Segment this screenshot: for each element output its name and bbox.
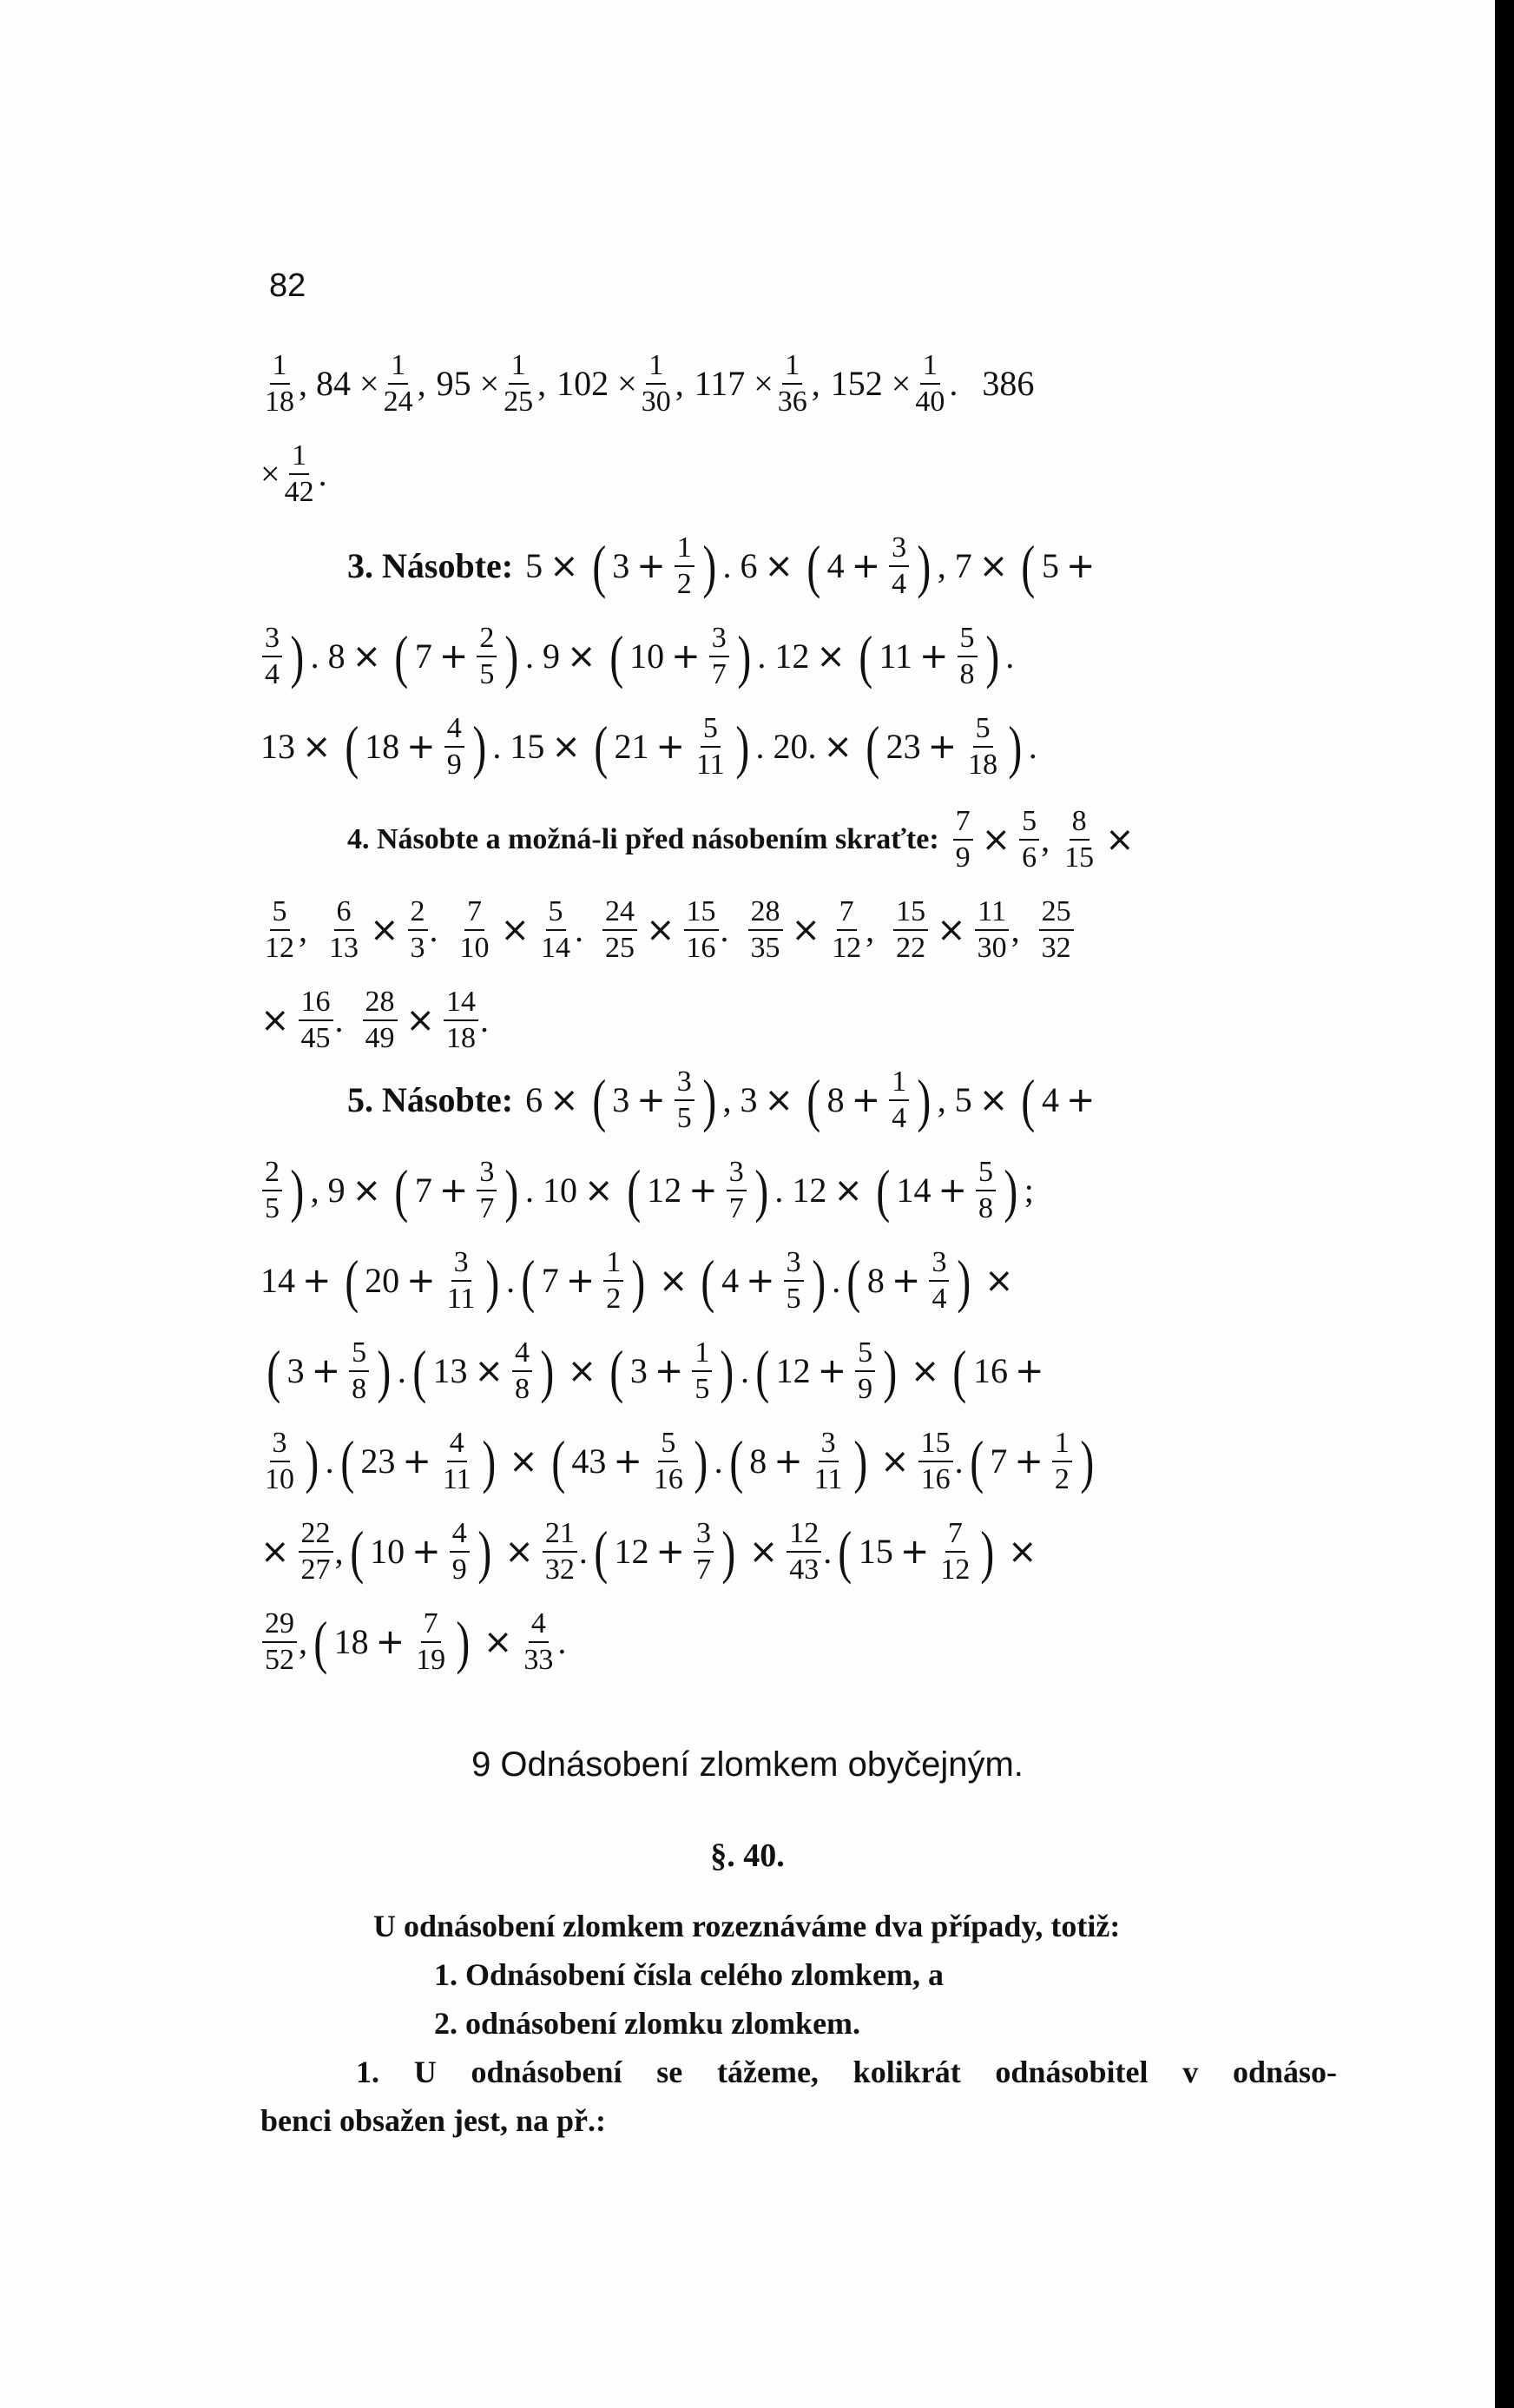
page-number: 82	[269, 267, 306, 304]
exercise-label: 5. Násobte:	[347, 1080, 514, 1119]
exercise-label: 3. Násobte:	[347, 546, 514, 585]
exercise-label: 4. Násobte a možná-li před násobením skraťte:	[347, 823, 939, 855]
intro-line: U odnásobení zlomkem rozeznáváme dva případy, totiž:	[373, 1909, 1121, 1943]
exercise-line: × $\frac{1}{42}$ .	[260, 439, 327, 508]
fraction: $\frac{1}{40}$	[915, 349, 945, 418]
fraction: $\frac{1}{42}$	[284, 439, 314, 508]
fraction: $\frac{1}{30}$	[641, 349, 671, 418]
exercise-3: 3. Násobte: 5 × ( 3 + $\frac{1}{2}$ ) . 6 × ( 4 + $\frac{3}{4}$ ) , 7 × ( 5 + $\frac{3}{4}$ ) . 8 × ( 7 + $\frac{2}{5}$ ) . 9 × ( 10 + $\frac{3}{7}$ ) . 12 × ( 11 + $\frac{5}{8}$ ) . 13 × ( 18 + $\frac{4}{9}$ ) . 15 × ( 21 + $\frac{5}{11}$ ) . 20. × ( 23 + $\frac{5}{18}$ ) .	[260, 531, 1096, 781]
point-1-continuation: benci obsažen jest, na př.:	[260, 2103, 606, 2138]
paragraph-mark: §. 40.	[710, 1837, 785, 1874]
point-1-line: 1. U odnásobení se tážeme, kolikrát odnásobitel v odnáso-	[356, 2055, 1337, 2089]
case-2-line: 2. odnásobení zlomku zlomkem.	[434, 2006, 861, 2041]
fraction: $\frac{1}{25}$	[504, 349, 534, 418]
fraction: $\frac{1}{24}$	[383, 349, 413, 418]
fraction: $\frac{1}{36}$	[777, 349, 807, 418]
exercise-5: 5. Násobte: 6 × ( 3 + $\frac{3}{5}$ ) , 3 × ( 8 + $\frac{1}{4}$ ) , 5 × ( 4 + $\frac{2}{5}$ ) , 9 × ( 7 + $\frac{3}{7}$ ) . 10 × ( 12 + $\frac{3}{7}$ ) . 12 × ( 14 + $\frac{5}{8}$ ) ; 14 + ( 20 + $\frac{3}{11}$ ) . ( 7 + $\frac{1}{2}$ ) × ( 4 + $\frac{3}{5}$ ) . ( 8 + $\frac{3}{4}$ ) × ( 3 + $\frac{5}{8}$ ) . ( 13 × $\frac{4}{8}$ ) × ( 3 + $\frac{1}{5}$ ) . ( 12 + $\frac{5}{9}$ ) × ( 16 + $\frac{3}{10}$ ) . ( 23 + $\frac{4}{11}$ ) × ( 43 + $\frac{5}{16}$ ) . ( 8 + $\frac{3}{11}$ ) × $\frac{15}{16}$ . ( 7 + $\frac{1}{2}$ ) × $\frac{22}{27}$ , ( 10 + $\frac{4}{9}$ ) × $\frac{21}{32}$ . ( 12 + $\frac{3}{7}$ ) × $\frac{12}{43}$ . ( 15 + $\frac{7}{12}$ ) × $\frac{29}{52}$ , ( 18 + $\frac{7}{19}$ ) × $\frac{4}{33}$ .	[260, 1065, 1096, 1676]
body-text	[260, 1902, 1337, 2145]
case-1-line: 1. Odnásobení čísla celého zlomkem, a	[434, 1957, 944, 1992]
exercise-2-tail	[260, 339, 1337, 519]
exercise-line: $\frac{1}{18}$ , 84 × $\frac{1}{24}$ , 95 × $\frac{1}{25}$ , 102 × $\frac{1}{30}$ , 117 × $\frac{1}{36}$ , 152 × $\frac{1}{40}$ . 386	[260, 339, 1337, 429]
fraction: $\frac{1}{18}$	[265, 349, 294, 418]
exercise-4: 4. Násobte a možná-li před násobením skraťte: $\frac{7}{9}$ × $\frac{5}{6}$ , $\frac{8}{15}$ × $\frac{5}{12}$ , $\frac{6}{13}$ × $\frac{2}{3}$ . $\frac{7}{10}$ × $\frac{5}{14}$ . $\frac{24}{25}$ × $\frac{15}{16}$ . $\frac{28}{35}$ × $\frac{7}{12}$ , $\frac{15}{22}$ × $\frac{11}{30}$ , $\frac{25}{32}$ × $\frac{16}{45}$ . $\frac{28}{49}$ × $\frac{14}{18}$ .	[260, 805, 1135, 1054]
section-title: 9 Odnásobení zlomkem obyčejným.	[471, 1745, 1024, 1784]
